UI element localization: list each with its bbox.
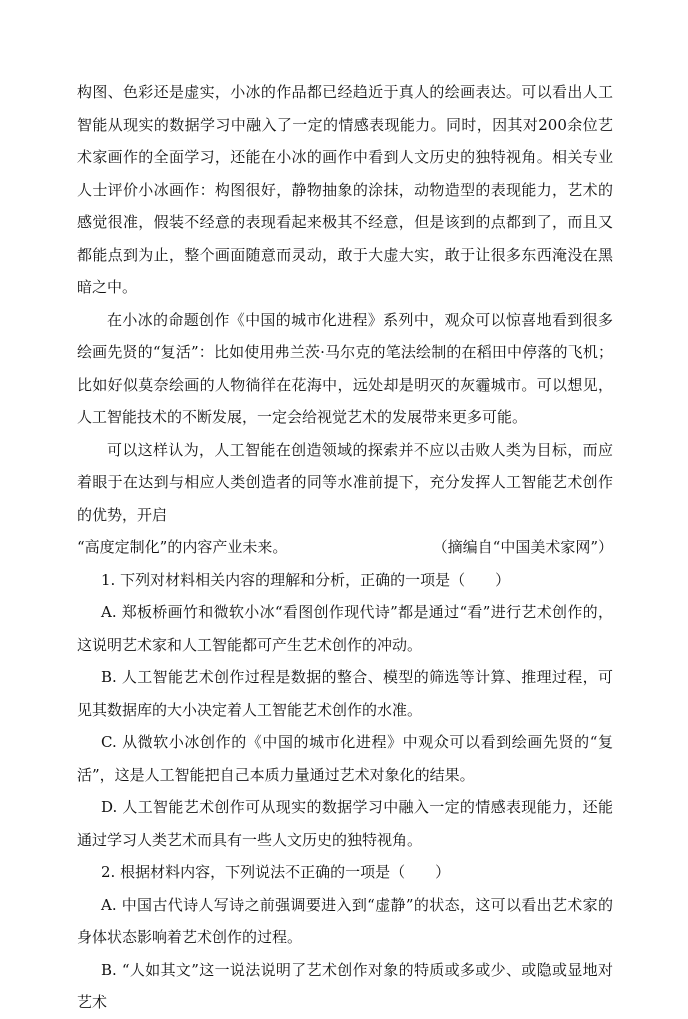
passage-paragraph-3: 可以这样认为，人工智能在创造领域的探索并不应以击败人类为目标，而应着眼于在达到与相应人类创造者的同等水准前提下，充分发挥人工智能艺术创作的优势，开启	[77, 440, 613, 524]
passage-paragraph-2: 在小冰的命题创作《中国的城市化进程》系列中，观众可以惊喜地看到很多绘画先贤的“复活”：比如使用弗兰茨·马尔克的笔法绘制的在稻田中停落的飞机；比如好似莫奈绘画的人物徜徉在花海中，远处却是明灭的灰霾城市。可以想见，人工智能技术的不断发展，一定会给视觉艺术的发展带来更多可能。	[77, 310, 613, 426]
question-2-option-a: A. 中国古代诗人写诗之前强调要进入到“虚静”的状态，这可以看出艺术家的身体状态影响着艺术创作的过程。	[77, 895, 613, 946]
passage-paragraph-3-end	[77, 531, 613, 564]
question-1-option-c: C. 从微软小冰创作的《中国的城市化进程》中观众可以看到绘画先贤的“复活”，这是人工智能把自己本质力量通过艺术对象化的结果。	[77, 733, 613, 784]
source-citation: （摘编自“中国美术家网”）	[432, 538, 613, 556]
passage-paragraph-1: 构图、色彩还是虚实，小冰的作品都已经趋近于真人的绘画表达。可以看出人工智能从现实的数据学习中融入了一定的情感表现能力。同时，因其对200余位艺术家画作的全面学习，还能在小冰的画作中看到人文历史的独特视角。相关专业人士评价小冰画作：构图很好，静物抽象的涂抹，动物造型的表现能力，艺术的感觉很准，假装不经意的表现看起来极其不经意，但是该到的点都到了，而且又都能点到为止，整个画面随意而灵动，敢于大虚大实，敢于让很多东西淹没在黑暗之中。	[77, 83, 613, 296]
question-1-stem: 1. 下列对材料相关内容的理解和分析，正确的一项是（ ）	[101, 570, 511, 589]
document-body	[77, 76, 613, 1019]
question-2-stem: 2. 根据材料内容，下列说法不正确的一项是（ ）	[101, 863, 451, 881]
question-2-option-b: B. “人如其文”这一说法说明了艺术创作对象的特质或多或少、或隐或显地对艺术	[77, 960, 613, 1011]
question-1-option-d: D. 人工智能艺术创作可从现实的数据学习中融入一定的情感表现能力，还能通过学习人类艺术而具有一些人文历史的独特视角。	[77, 798, 613, 849]
question-1-option-a: A. 郑板桥画竹和微软小冰“看图创作现代诗”都是通过“看”进行艺术创作的，这说明艺术家和人工智能都可产生艺术创作的冲动。	[77, 603, 613, 654]
question-1-option-b: B. 人工智能艺术创作过程是数据的整合、模型的筛选等计算、推理过程，可见其数据库的大小决定着人工智能艺术创作的水准。	[77, 668, 613, 719]
passage-paragraph-3-tail: “高度定制化”的内容产业未来。	[77, 538, 288, 556]
